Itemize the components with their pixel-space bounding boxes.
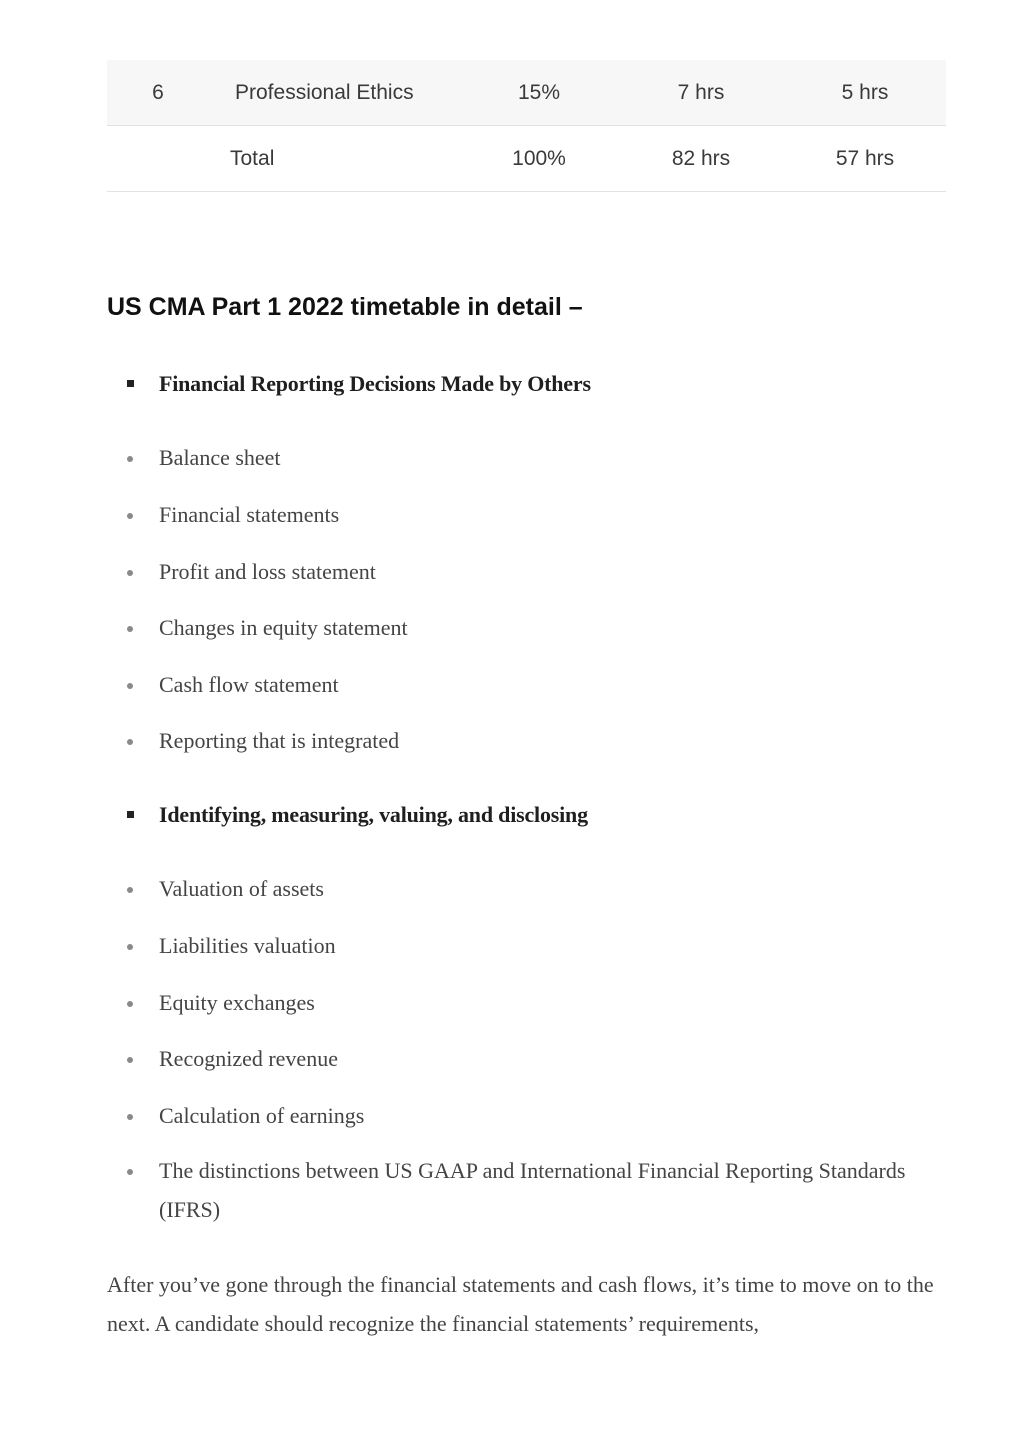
row-hours-a: 7 hrs [677,81,725,104]
bullet-icon [127,1001,133,1007]
row-topic: Professional Ethics [235,81,414,104]
bullet-icon [127,944,133,950]
bullet-icon [127,1114,133,1120]
table-row [107,60,946,126]
square-bullet-icon [127,811,134,818]
list-item: Profit and loss statement [159,559,376,584]
body-paragraph: After you’ve gone through the financial statements and cash flows, it’s time to move on to the next. A candidate should recognize the financial statements’ requirements, [107,1272,934,1336]
list-item: Balance sheet [159,445,281,470]
list-item: Liabilities valuation [159,933,336,958]
topic-heading: Identifying, measuring, valuing, and disclosing [159,802,588,827]
list-item: Recognized revenue [159,1046,338,1071]
row-number: 6 [152,81,164,104]
section-heading: US CMA Part 1 2022 timetable in detail – [107,293,583,321]
square-bullet-icon [127,380,134,387]
total-hours-b: 57 hrs [835,147,895,170]
bullet-icon [127,683,133,689]
bullet-icon [127,456,133,462]
list-item: The distinctions between US GAAP and International Financial Reporting Standards (IFRS) [159,1158,906,1222]
list-item: Changes in equity statement [159,615,408,640]
bullet-icon [127,739,133,745]
list-item: Valuation of assets [159,876,324,901]
bullet-icon [127,1169,133,1175]
list-item: Reporting that is integrated [159,728,400,753]
bullet-icon [127,570,133,576]
list-item: Calculation of earnings [159,1103,365,1128]
list-item: Equity exchanges [159,990,315,1015]
row-weight: 15% [517,81,561,104]
list-item: Cash flow statement [159,672,339,697]
table-total-row [107,126,946,192]
total-hours-a: 82 hrs [671,147,731,170]
bullet-icon [127,887,133,893]
total-label: Total [230,147,275,170]
total-weight: 100% [512,147,566,170]
bullet-icon [127,513,133,519]
list-item: Financial statements [159,502,340,527]
topic-heading: Financial Reporting Decisions Made by Others [159,371,591,396]
bullet-icon [127,626,133,632]
syllabus-table [107,60,946,192]
row-hours-b: 5 hrs [841,81,889,104]
bullet-icon [127,1057,133,1063]
